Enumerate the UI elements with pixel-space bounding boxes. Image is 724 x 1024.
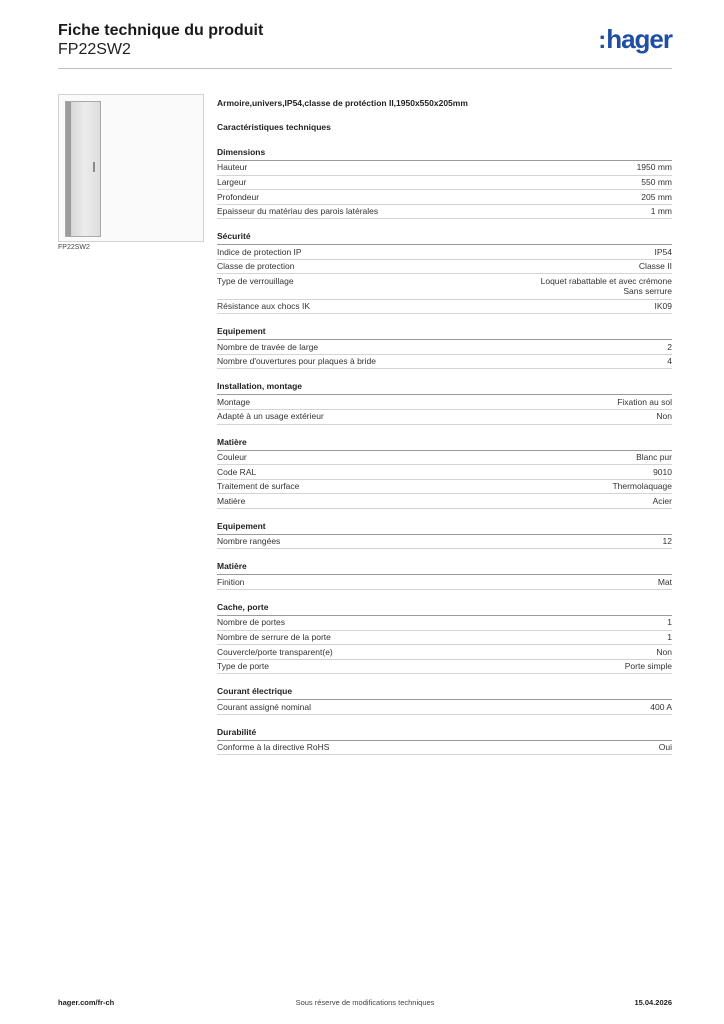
product-image [58,94,204,242]
spec-value-line: Acier [652,495,672,506]
spec-value-line: IK09 [654,301,672,312]
spec-row [217,274,672,299]
spec-row [217,741,672,756]
spec-row [217,645,672,660]
spec-label: Nombre de portes [217,617,286,628]
spec-label: Classe de protection [217,261,295,272]
spec-value [659,742,672,753]
spec-value-line-2: Sans serrure [623,286,672,297]
spec-label: Montage [217,396,251,407]
spec-value [667,342,672,353]
spec-group [217,147,672,219]
spec-label: Nombre de serrure de la porte [217,631,331,642]
spec-row [217,355,672,370]
spec-value-line: Blanc pur [636,451,672,462]
document-title: Fiche technique du produit [58,22,264,39]
spec-row [217,205,672,220]
spec-value-line: 2 [667,341,672,352]
spec-row [217,161,672,176]
spec-group-title: Durabilité [217,727,672,741]
spec-value-line: Oui [658,742,672,753]
spec-row [217,480,672,495]
spec-label: Traitement de surface [217,481,300,492]
spec-value [655,301,673,312]
spec-value [641,177,672,188]
spec-group-title: Equipement [217,326,672,340]
spec-group [217,381,672,424]
spec-value [637,162,672,173]
spec-row [217,395,672,410]
spec-row [217,260,672,275]
spec-value [667,617,672,628]
logo-text: hager [606,24,672,54]
spec-value [658,577,672,588]
spec-value-line: Fixation au sol [617,396,672,407]
spec-value-line: 400 A [650,701,672,712]
spec-label: Epaisseur du matériau des parois latérales [217,206,379,217]
footer-date: 15.04.2026 [634,998,672,1007]
spec-value-line: Non [656,411,672,422]
spec-label: Type de porte [217,661,269,672]
spec-group-title: Sécurité [217,231,672,245]
spec-label: Indice de protection IP [217,246,302,257]
spec-group-title: Courant électrique [217,686,672,700]
spec-group [217,231,672,314]
spec-value [656,647,672,658]
spec-group [217,561,672,590]
spec-row [217,465,672,480]
spec-value [651,206,672,217]
spec-group-title: Installation, montage [217,381,672,395]
spec-row [217,575,672,590]
spec-row [217,340,672,355]
spec-value [650,702,672,713]
footer-notice: Sous réserve de modifications techniques [295,998,435,1007]
spec-value-line: 9010 [653,466,672,477]
spec-value-line: 1 [667,631,672,642]
spec-value-line: 205 mm [641,191,672,202]
product-description: Armoire,univers,IP54,classe de protéction II,1950x550x205mm [217,98,468,108]
spec-row [217,451,672,466]
spec-row [217,176,672,191]
spec-row [217,190,672,205]
spec-value [656,411,672,422]
spec-label: Nombre de travée de large [217,341,319,352]
logo-colon: : [598,27,606,54]
image-caption: FP22SW2 [58,244,90,251]
spec-label: Nombre rangées [217,536,281,547]
spec-label: Adapté à un usage extérieur [217,411,324,422]
spec-value [655,247,673,258]
spec-group-title: Dimensions [217,147,672,161]
spec-value-line: 550 mm [641,176,672,187]
spec-value [653,496,672,507]
product-code: FP22SW2 [58,41,131,58]
spec-group [217,521,672,550]
spec-label: Couvercle/porte transparent(e) [217,646,333,657]
spec-label: Hauteur [217,162,248,173]
spec-group-title: Matière [217,561,672,575]
spec-row [217,300,672,315]
spec-value-line: Classe II [638,261,672,272]
spec-label: Nombre d'ouvertures pour plaques à bride [217,356,376,367]
cabinet-illustration [65,101,101,237]
spec-row [217,245,672,260]
spec-label: Finition [217,576,245,587]
spec-value-line: Loquet rabattable et avec crémone [540,275,672,286]
spec-value [625,661,672,672]
spec-label: Matière [217,495,246,506]
spec-label: Profondeur [217,191,260,202]
spec-group [217,686,672,715]
hager-logo [598,24,672,56]
page-header [58,22,672,69]
spec-value [639,261,672,272]
spec-value [653,467,672,478]
spec-value [617,397,672,408]
spec-row [217,700,672,715]
spec-group-title: Equipement [217,521,672,535]
spec-group [217,437,672,509]
specs-section-title: Caractéristiques techniques [217,122,331,132]
spec-group-title: Matière [217,437,672,451]
spec-value-line: Mat [657,576,672,587]
spec-row [217,535,672,550]
cabinet-side-panel [66,102,71,236]
spec-content [217,96,672,755]
spec-value-line: 4 [667,356,672,367]
spec-value [612,481,672,492]
spec-value-line: 12 [662,536,672,547]
cabinet-handle [93,162,95,172]
spec-group [217,727,672,756]
spec-value [667,356,672,367]
spec-row [217,410,672,425]
spec-value [663,536,672,547]
spec-group [217,602,672,674]
spec-groups [217,147,672,755]
spec-group [217,326,672,369]
spec-row [217,631,672,646]
footer-website: hager.com/fr-ch [58,998,115,1007]
spec-label: Conforme à la directive RoHS [217,742,330,753]
spec-group-title: Cache, porte [217,602,672,616]
spec-row [217,494,672,509]
spec-label: Largeur [217,176,247,187]
spec-value [667,632,672,643]
spec-label: Code RAL [217,466,257,477]
spec-value [541,276,672,297]
spec-value-line: Non [656,646,672,657]
spec-value [636,452,672,463]
spec-value-line: 1950 mm [636,162,672,173]
spec-value-line: IP54 [654,246,672,257]
spec-value-line: 1 mm [650,206,672,217]
spec-row [217,616,672,631]
spec-value-line: Porte simple [624,661,672,672]
spec-value [641,192,672,203]
spec-label: Couleur [217,451,247,462]
spec-value-line: Thermolaquage [612,481,672,492]
spec-row [217,660,672,675]
spec-label: Courant assigné nominal [217,701,312,712]
spec-label: Résistance aux chocs IK [217,301,311,312]
spec-value-line: 1 [667,617,672,628]
spec-label: Type de verrouillage [217,275,294,286]
